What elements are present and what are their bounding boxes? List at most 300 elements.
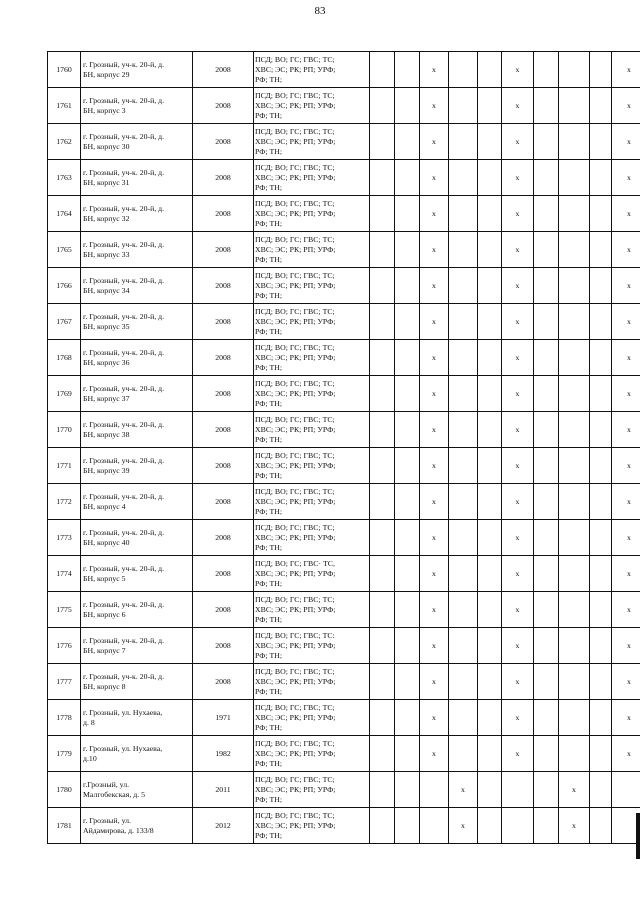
services-line: ПСД; ВО; ГС; ГВС; ТС; bbox=[255, 90, 335, 100]
mark-cell: x bbox=[559, 808, 590, 844]
mark-cell bbox=[559, 88, 590, 124]
address-line: БН, корпус 8 bbox=[83, 681, 126, 691]
mark-cell bbox=[478, 520, 502, 556]
address-cell bbox=[81, 700, 193, 736]
year-cell: 1982 bbox=[193, 736, 254, 772]
mark-cell bbox=[478, 232, 502, 268]
mark-cell bbox=[478, 268, 502, 304]
services-cell bbox=[254, 376, 370, 412]
year-cell: 2008 bbox=[193, 376, 254, 412]
address-cell bbox=[81, 304, 193, 340]
services-line: ХВС; ЭС; РК; РП; УРФ; bbox=[255, 568, 336, 578]
mark-cell bbox=[370, 556, 395, 592]
services-cell bbox=[254, 484, 370, 520]
mark-cell: x bbox=[502, 592, 534, 628]
mark-cell bbox=[559, 376, 590, 412]
services-line: ПСД; ВО; ГС; ГВС; ТС; bbox=[255, 486, 335, 496]
mark-cell: x bbox=[502, 412, 534, 448]
mark-cell: x bbox=[420, 268, 449, 304]
services-line: ПСД; ВО; ГС; ГВС; ТС; bbox=[255, 162, 335, 172]
address-line: БН, корпус 36 bbox=[83, 357, 130, 367]
services-line: ХВС; ЭС; РК; РП; УРФ; bbox=[255, 748, 336, 758]
address-line: Малгобекская, д. 5 bbox=[83, 789, 146, 799]
mark-cell bbox=[395, 124, 420, 160]
mark-cell bbox=[478, 736, 502, 772]
row-number-cell: 1781 bbox=[48, 808, 81, 844]
services-cell bbox=[254, 124, 370, 160]
mark-cell bbox=[449, 484, 478, 520]
mark-cell bbox=[370, 808, 395, 844]
row-number-cell: 1763 bbox=[48, 160, 81, 196]
table-row bbox=[48, 592, 640, 628]
services-line: ХВС; ЭС; РК; РП; УРФ; bbox=[255, 136, 336, 146]
address-line: БН, корпус 34 bbox=[83, 285, 130, 295]
address-cell bbox=[81, 808, 193, 844]
mark-cell bbox=[559, 304, 590, 340]
table-row bbox=[48, 448, 640, 484]
year-cell: 2008 bbox=[193, 520, 254, 556]
row-number-cell: 1768 bbox=[48, 340, 81, 376]
mark-cell: x bbox=[502, 124, 534, 160]
services-line: ХВС; ЭС; РК; РП; УРФ; bbox=[255, 64, 336, 74]
mark-cell bbox=[449, 412, 478, 448]
address-cell bbox=[81, 592, 193, 628]
mark-cell bbox=[502, 808, 534, 844]
registry-table bbox=[47, 51, 640, 844]
mark-cell bbox=[559, 556, 590, 592]
address-line: БН, корпус 4 bbox=[83, 501, 126, 511]
mark-cell: x bbox=[612, 124, 640, 160]
row-number-cell: 1770 bbox=[48, 412, 81, 448]
mark-cell bbox=[370, 88, 395, 124]
services-line: ПСД; ВО; ГС; ГВС; ТС; bbox=[255, 810, 335, 820]
mark-cell: x bbox=[559, 772, 590, 808]
address-cell bbox=[81, 484, 193, 520]
mark-cell bbox=[590, 340, 612, 376]
address-cell bbox=[81, 160, 193, 196]
mark-cell: x bbox=[612, 628, 640, 664]
services-line: РФ; ТН; bbox=[255, 542, 283, 552]
mark-cell bbox=[395, 340, 420, 376]
table-row bbox=[48, 412, 640, 448]
mark-cell: x bbox=[420, 736, 449, 772]
table-row bbox=[48, 124, 640, 160]
mark-cell bbox=[534, 304, 559, 340]
year-cell: 2012 bbox=[193, 808, 254, 844]
mark-cell bbox=[449, 664, 478, 700]
mark-cell bbox=[449, 124, 478, 160]
mark-cell bbox=[478, 412, 502, 448]
table-row bbox=[48, 232, 640, 268]
services-line: ХВС; ЭС; РК; РП; УРФ; bbox=[255, 280, 336, 290]
services-line: ХВС; ЭС; РК; РП; УРФ; bbox=[255, 424, 336, 434]
services-line: ХВС; ЭС; РК; РП; УРФ; bbox=[255, 784, 336, 794]
table-row bbox=[48, 52, 640, 88]
services-cell bbox=[254, 160, 370, 196]
mark-cell bbox=[395, 52, 420, 88]
mark-cell bbox=[559, 340, 590, 376]
mark-cell: x bbox=[502, 664, 534, 700]
mark-cell: x bbox=[502, 628, 534, 664]
mark-cell bbox=[534, 484, 559, 520]
mark-cell bbox=[559, 196, 590, 232]
services-line: ХВС; ЭС; РК; РП; УРФ; bbox=[255, 460, 336, 470]
services-line: ХВС; ЭС; РК; РП; УРФ; bbox=[255, 172, 336, 182]
mark-cell bbox=[590, 232, 612, 268]
services-line: РФ; ТН; bbox=[255, 830, 283, 840]
table-row bbox=[48, 628, 640, 664]
address-cell bbox=[81, 736, 193, 772]
mark-cell bbox=[612, 772, 640, 808]
mark-cell bbox=[590, 700, 612, 736]
mark-cell bbox=[370, 700, 395, 736]
mark-cell: x bbox=[420, 124, 449, 160]
address-line: д. 8 bbox=[83, 717, 95, 727]
services-line: ПСД; ВО; ГС; ГВС; ТС; bbox=[255, 378, 335, 388]
mark-cell: x bbox=[612, 196, 640, 232]
mark-cell bbox=[449, 520, 478, 556]
mark-cell bbox=[534, 808, 559, 844]
services-line: ПСД; ВО; ГС; ГВС; ТС; bbox=[255, 414, 335, 424]
address-line: БН, корпус 5 bbox=[83, 573, 126, 583]
mark-cell: x bbox=[420, 340, 449, 376]
year-cell: 2008 bbox=[193, 448, 254, 484]
mark-cell bbox=[478, 304, 502, 340]
services-line: ХВС; ЭС; РК; РП; УРФ; bbox=[255, 352, 336, 362]
mark-cell bbox=[449, 232, 478, 268]
mark-cell bbox=[590, 736, 612, 772]
mark-cell bbox=[559, 484, 590, 520]
mark-cell bbox=[370, 340, 395, 376]
address-line: г. Грозный, уч-к. 20-й, д. bbox=[83, 671, 165, 681]
mark-cell bbox=[370, 268, 395, 304]
address-line: г. Грозный, уч-к. 20-й, д. bbox=[83, 59, 165, 69]
address-line: г. Грозный, уч-к. 20-й, д. bbox=[83, 491, 165, 501]
mark-cell: x bbox=[420, 160, 449, 196]
year-cell: 2008 bbox=[193, 592, 254, 628]
row-number-cell: 1776 bbox=[48, 628, 81, 664]
services-line: ПСД; ВО; ГС; ГВС; ТС; bbox=[255, 666, 335, 676]
services-line: РФ; ТН; bbox=[255, 254, 283, 264]
mark-cell bbox=[395, 268, 420, 304]
mark-cell: x bbox=[612, 160, 640, 196]
mark-cell bbox=[395, 736, 420, 772]
mark-cell bbox=[534, 448, 559, 484]
row-number-cell: 1767 bbox=[48, 304, 81, 340]
services-line: ХВС; ЭС; РК; РП; УРФ; bbox=[255, 604, 336, 614]
table-row bbox=[48, 700, 640, 736]
mark-cell bbox=[370, 376, 395, 412]
services-line: РФ; ТН; bbox=[255, 470, 283, 480]
address-line: г. Грозный, уч-к. 20-й, д. bbox=[83, 563, 165, 573]
mark-cell bbox=[370, 664, 395, 700]
mark-cell bbox=[559, 268, 590, 304]
address-line: г. Грозный, уч-к. 20-й, д. bbox=[83, 419, 165, 429]
mark-cell bbox=[370, 592, 395, 628]
mark-cell bbox=[370, 196, 395, 232]
services-line: РФ; ТН; bbox=[255, 74, 283, 84]
mark-cell bbox=[534, 196, 559, 232]
mark-cell: x bbox=[502, 520, 534, 556]
address-line: БН, корпус 40 bbox=[83, 537, 130, 547]
row-number-cell: 1761 bbox=[48, 88, 81, 124]
table-row bbox=[48, 376, 640, 412]
row-number-cell: 1779 bbox=[48, 736, 81, 772]
address-line: г. Грозный, уч-к. 20-й, д. bbox=[83, 455, 165, 465]
row-number-cell: 1780 bbox=[48, 772, 81, 808]
mark-cell bbox=[534, 232, 559, 268]
address-cell bbox=[81, 340, 193, 376]
services-line: ПСД; ВО; ГС; ГВС; ТС; bbox=[255, 306, 335, 316]
services-cell bbox=[254, 268, 370, 304]
address-line: БН, корпус 35 bbox=[83, 321, 130, 331]
address-line: г. Грозный, ул. bbox=[83, 815, 131, 825]
mark-cell: x bbox=[502, 448, 534, 484]
mark-cell bbox=[478, 628, 502, 664]
services-line: ПСД; ВО; ГС; ГВС; ТС; bbox=[255, 342, 335, 352]
year-cell: 2008 bbox=[193, 232, 254, 268]
mark-cell bbox=[534, 160, 559, 196]
mark-cell: x bbox=[502, 340, 534, 376]
mark-cell bbox=[478, 160, 502, 196]
mark-cell bbox=[559, 628, 590, 664]
mark-cell: x bbox=[502, 196, 534, 232]
address-line: г. Грозный, уч-к. 20-й, д. bbox=[83, 599, 165, 609]
services-line: ПСД; ВО; ГС; ГВС; ТС; bbox=[255, 738, 335, 748]
mark-cell bbox=[590, 52, 612, 88]
table-row bbox=[48, 196, 640, 232]
address-line: БН, корпус 37 bbox=[83, 393, 130, 403]
year-cell: 2008 bbox=[193, 304, 254, 340]
mark-cell bbox=[449, 340, 478, 376]
mark-cell bbox=[370, 448, 395, 484]
mark-cell bbox=[420, 772, 449, 808]
mark-cell: x bbox=[612, 268, 640, 304]
mark-cell bbox=[534, 664, 559, 700]
year-cell: 2008 bbox=[193, 196, 254, 232]
services-cell bbox=[254, 808, 370, 844]
table-row bbox=[48, 556, 640, 592]
mark-cell bbox=[449, 376, 478, 412]
row-number-cell: 1773 bbox=[48, 520, 81, 556]
mark-cell bbox=[395, 484, 420, 520]
table-row bbox=[48, 340, 640, 376]
address-line: БН, корпус 33 bbox=[83, 249, 130, 259]
address-line: г. Грозный, уч-к. 20-й, д. bbox=[83, 311, 165, 321]
mark-cell bbox=[370, 520, 395, 556]
mark-cell bbox=[449, 448, 478, 484]
services-line: РФ; ТН; bbox=[255, 362, 283, 372]
mark-cell: x bbox=[502, 52, 534, 88]
services-cell bbox=[254, 88, 370, 124]
address-line: г. Грозный, ул. Нухаева, bbox=[83, 743, 163, 753]
mark-cell bbox=[449, 160, 478, 196]
services-line: РФ; ТН; bbox=[255, 506, 283, 516]
mark-cell bbox=[534, 88, 559, 124]
mark-cell bbox=[590, 664, 612, 700]
services-cell bbox=[254, 340, 370, 376]
mark-cell bbox=[534, 268, 559, 304]
mark-cell bbox=[370, 412, 395, 448]
services-cell bbox=[254, 592, 370, 628]
mark-cell: x bbox=[420, 304, 449, 340]
services-cell bbox=[254, 520, 370, 556]
address-line: г. Грозный, ул. Нухаева, bbox=[83, 707, 163, 717]
mark-cell bbox=[534, 592, 559, 628]
mark-cell bbox=[370, 52, 395, 88]
services-line: РФ; ТН; bbox=[255, 182, 283, 192]
year-cell: 2008 bbox=[193, 52, 254, 88]
table-row bbox=[48, 484, 640, 520]
mark-cell bbox=[395, 304, 420, 340]
mark-cell bbox=[478, 196, 502, 232]
address-cell bbox=[81, 124, 193, 160]
mark-cell: x bbox=[420, 484, 449, 520]
mark-cell bbox=[395, 592, 420, 628]
mark-cell: x bbox=[420, 412, 449, 448]
mark-cell bbox=[395, 376, 420, 412]
mark-cell: x bbox=[612, 340, 640, 376]
mark-cell bbox=[478, 124, 502, 160]
address-cell bbox=[81, 412, 193, 448]
services-line: РФ; ТН; bbox=[255, 398, 283, 408]
mark-cell bbox=[370, 232, 395, 268]
mark-cell bbox=[534, 628, 559, 664]
services-cell bbox=[254, 664, 370, 700]
services-line: ХВС; ЭС; РК; РП; УРФ; bbox=[255, 640, 336, 650]
mark-cell: x bbox=[420, 592, 449, 628]
mark-cell bbox=[534, 52, 559, 88]
mark-cell: x bbox=[420, 520, 449, 556]
table-row bbox=[48, 772, 640, 808]
mark-cell bbox=[478, 556, 502, 592]
mark-cell: x bbox=[420, 232, 449, 268]
year-cell: 2008 bbox=[193, 88, 254, 124]
mark-cell bbox=[534, 412, 559, 448]
address-cell bbox=[81, 232, 193, 268]
mark-cell bbox=[478, 664, 502, 700]
mark-cell bbox=[478, 592, 502, 628]
mark-cell bbox=[478, 448, 502, 484]
services-line: РФ; ТН; bbox=[255, 686, 283, 696]
mark-cell bbox=[370, 124, 395, 160]
services-line: РФ; ТН; bbox=[255, 434, 283, 444]
mark-cell bbox=[559, 52, 590, 88]
address-line: БН, корпус 38 bbox=[83, 429, 130, 439]
services-line: ХВС; ЭС; РК; РП; УРФ; bbox=[255, 100, 336, 110]
address-line: г. Грозный, уч-к. 20-й, д. bbox=[83, 347, 165, 357]
mark-cell bbox=[590, 592, 612, 628]
mark-cell bbox=[449, 736, 478, 772]
mark-cell bbox=[590, 268, 612, 304]
scan-edge-mark bbox=[636, 813, 640, 859]
services-line: ПСД; ВО; ГС; ГВС; ТС; bbox=[255, 270, 335, 280]
mark-cell: x bbox=[502, 736, 534, 772]
services-line: ПСД; ВО; ГС; ГВС· ТС, bbox=[255, 558, 335, 568]
mark-cell bbox=[534, 736, 559, 772]
mark-cell bbox=[559, 700, 590, 736]
services-line: ПСД; ВО; ГС; ГВС; ТС; bbox=[255, 522, 335, 532]
mark-cell bbox=[449, 592, 478, 628]
mark-cell: x bbox=[420, 664, 449, 700]
mark-cell bbox=[590, 88, 612, 124]
mark-cell bbox=[590, 124, 612, 160]
table-row bbox=[48, 88, 640, 124]
mark-cell bbox=[449, 628, 478, 664]
mark-cell: x bbox=[612, 520, 640, 556]
mark-cell bbox=[559, 736, 590, 772]
table-row bbox=[48, 736, 640, 772]
mark-cell bbox=[590, 772, 612, 808]
address-line: г. Грозный, уч-к. 20-й, д. bbox=[83, 95, 165, 105]
mark-cell bbox=[395, 556, 420, 592]
mark-cell bbox=[370, 772, 395, 808]
services-line: ХВС; ЭС; РК; РП; УРФ; bbox=[255, 712, 336, 722]
mark-cell bbox=[534, 340, 559, 376]
mark-cell: x bbox=[502, 160, 534, 196]
mark-cell: x bbox=[502, 700, 534, 736]
mark-cell bbox=[559, 160, 590, 196]
table-row bbox=[48, 808, 640, 844]
mark-cell bbox=[449, 196, 478, 232]
mark-cell bbox=[449, 268, 478, 304]
mark-cell bbox=[395, 808, 420, 844]
mark-cell: x bbox=[612, 88, 640, 124]
mark-cell: x bbox=[502, 556, 534, 592]
address-line: д.10 bbox=[83, 753, 97, 763]
address-line: г. Грозный, уч-к. 20-й, д. bbox=[83, 527, 165, 537]
row-number-cell: 1774 bbox=[48, 556, 81, 592]
mark-cell: x bbox=[612, 52, 640, 88]
mark-cell bbox=[370, 160, 395, 196]
mark-cell bbox=[395, 772, 420, 808]
address-line: БН, корпус 3 bbox=[83, 105, 126, 115]
mark-cell bbox=[395, 196, 420, 232]
address-cell bbox=[81, 520, 193, 556]
table-row bbox=[48, 160, 640, 196]
mark-cell: x bbox=[612, 304, 640, 340]
services-cell bbox=[254, 556, 370, 592]
services-line: РФ; ТН; bbox=[255, 326, 283, 336]
address-line: г. Грозный, уч-к. 20-й, д. bbox=[83, 167, 165, 177]
services-line: ПСД; ВО; ГС; ГВС; ТС; bbox=[255, 594, 335, 604]
year-cell: 2008 bbox=[193, 484, 254, 520]
mark-cell bbox=[590, 376, 612, 412]
address-line: г. Грозный, уч-к. 20-й, д. bbox=[83, 239, 165, 249]
address-cell bbox=[81, 196, 193, 232]
year-cell: 2008 bbox=[193, 340, 254, 376]
mark-cell bbox=[559, 124, 590, 160]
mark-cell bbox=[590, 520, 612, 556]
mark-cell bbox=[449, 88, 478, 124]
mark-cell: x bbox=[449, 772, 478, 808]
year-cell: 2008 bbox=[193, 268, 254, 304]
mark-cell bbox=[395, 700, 420, 736]
address-cell bbox=[81, 628, 193, 664]
mark-cell bbox=[370, 736, 395, 772]
services-line: ХВС; ЭС; РК; РП; УРФ; bbox=[255, 820, 336, 830]
address-line: БН, корпус 6 bbox=[83, 609, 126, 619]
row-number-cell: 1777 bbox=[48, 664, 81, 700]
address-line: г. Грозный, уч-к. 20-й, д. bbox=[83, 131, 165, 141]
address-line: БН, корпус 29 bbox=[83, 69, 130, 79]
mark-cell bbox=[534, 520, 559, 556]
services-line: РФ; ТН; bbox=[255, 290, 283, 300]
mark-cell: x bbox=[502, 268, 534, 304]
mark-cell: x bbox=[612, 232, 640, 268]
services-line: ХВС; ЭС; РК; РП; УРФ; bbox=[255, 316, 336, 326]
mark-cell: x bbox=[612, 412, 640, 448]
